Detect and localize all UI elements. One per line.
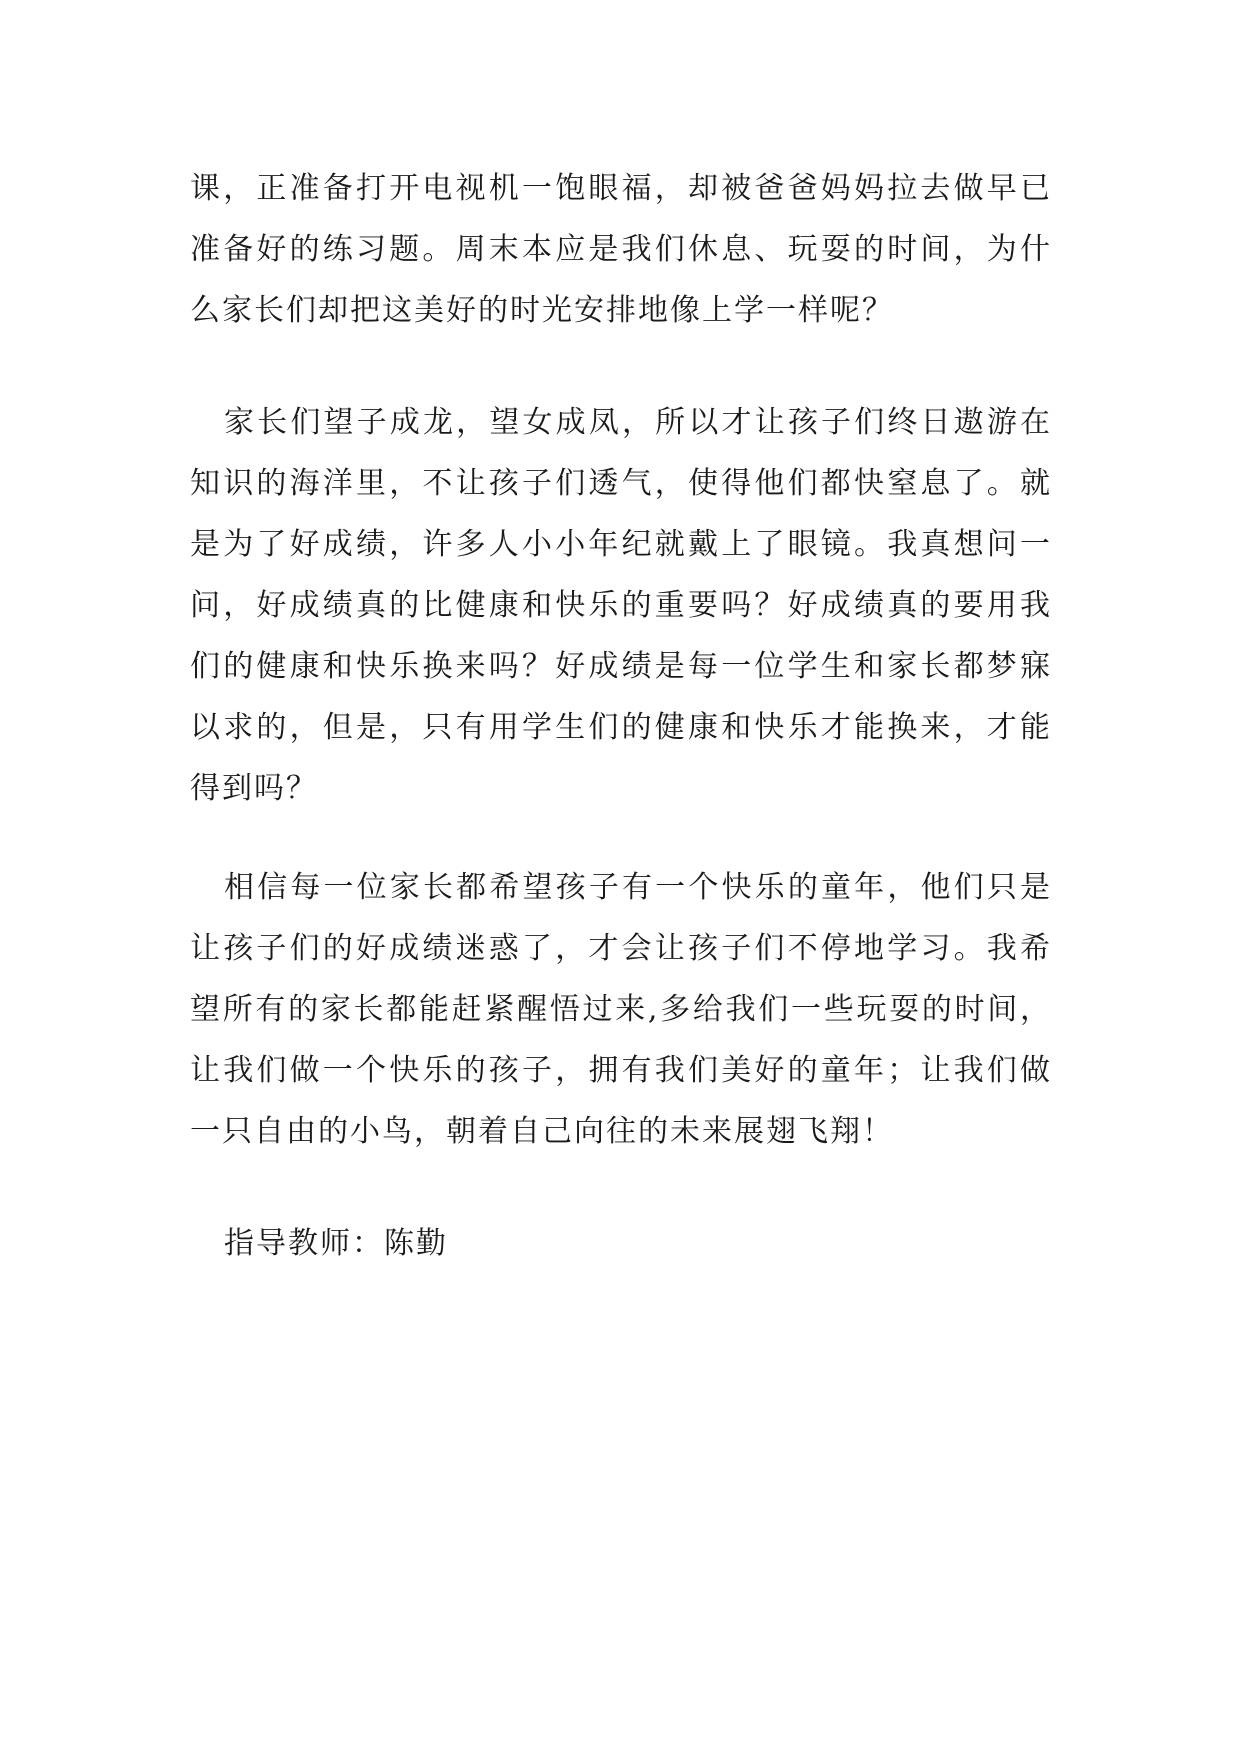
paragraph-1: 课，正准备打开电视机一饱眼福，却被爸爸妈妈拉去做早已准备好的练习题。周末本应是我们休息、玩耍的时间，为什么家长们却把这美好的时光安排地像上学一样呢？ xyxy=(190,171,1052,328)
paragraph-2: 家长们望子成龙，望女成凤，所以才让孩子们终日遨游在知识的海洋里，不让孩子们透气，使得他们都快窒息了。就是为了好成绩，许多人小小年纪就戴上了眼镜。我真想问一问，好成绩真的比健康和快乐的重要吗？好成绩真的要用我们的健康和快乐换来吗？好成绩是每一位学生和家长都梦寐以求的，但是，只有用学生们的健康和快乐才能换来，才能得到吗？ xyxy=(190,405,1052,806)
paragraph-3: 相信每一位家长都希望孩子有一个快乐的童年，他们只是让孩子们的好成绩迷惑了，才会让孩子们不停地学习。我希望所有的家长都能赶紧醒悟过来,多给我们一些玩耍的时间，让我们做一个快乐的孩子，拥有我们美好的童年；让我们做一只自由的小鸟，朝着自己向往的未来展翅飞翔！ xyxy=(190,870,1052,1149)
teacher-signature-line: 指导教师：陈勤 xyxy=(224,1226,448,1261)
